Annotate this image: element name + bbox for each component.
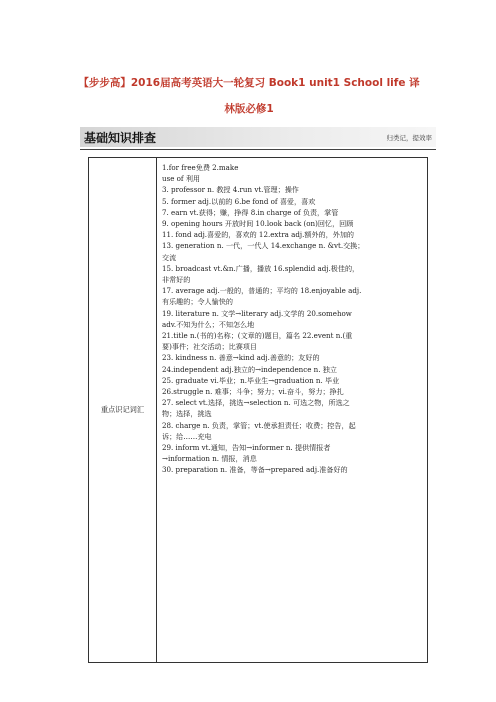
- document-title: [40, 70, 458, 122]
- title-line-2: 林版必修1: [224, 103, 274, 115]
- vocabulary-line: 有乐趣的；令人愉快的: [162, 297, 233, 307]
- vocabulary-line: 5. former adj.以前的 6.be fond of 喜爱，喜欢: [162, 196, 316, 206]
- vocabulary-line: 27. select vt.选择，挑选→selection n. 可选之物，所选之: [162, 398, 350, 408]
- vocabulary-line: 24.independent adj.独立的→independence n. 独立: [162, 364, 337, 374]
- section-note: 归类记，提效率: [386, 134, 432, 142]
- vocabulary-line: 非常好的: [162, 275, 191, 285]
- vocabulary-line: 1.for free免费 2.make: [162, 163, 239, 172]
- vocabulary-line: 交流: [162, 252, 177, 262]
- vocabulary-line: 23. kindness n. 善意→kind adj.善意的；友好的: [162, 353, 320, 363]
- vocabulary-line: 29. inform vt.通知，告知→informer n. 提供情报者: [162, 443, 331, 453]
- vocabulary-line: 11. fond adj.喜爱的，喜欢的 12.extra adj.额外的，外加的: [162, 230, 355, 240]
- vocabulary-line: 15. broadcast vt.&n.广播，播放 16.splendid adj.极佳的，: [162, 263, 360, 273]
- vocabulary-line: adv.不知为什么；不知怎么地: [162, 319, 255, 329]
- title-line-1: 【步步高】2016届高考英语大一轮复习 Book1 unit1 School life 译: [78, 77, 420, 89]
- category-cell: [89, 158, 157, 662]
- vocabulary-line: 28. charge n. 负责，掌管；vt.使承担责任；收费；控告，起: [162, 420, 356, 430]
- vocabulary-line: 19. literature n. 文学→literary adj.文学的 20.somehow: [162, 308, 352, 318]
- vocabulary-line: 要)事件；社交活动；比赛项目: [162, 342, 257, 352]
- section-divider: [80, 149, 436, 150]
- vocabulary-line: 26.struggle n. 难事；斗争；努力；vi.奋斗，努力；挣扎: [162, 387, 344, 397]
- vocabulary-line: 7. earn vt.获得；赚，挣得 8.in charge of 负责，掌管: [162, 207, 339, 217]
- vocabulary-line: 25. graduate vi.毕业；n.毕业生→graduation n. 毕业: [162, 375, 340, 385]
- vocabulary-line: 13. generation n. 一代，一代人 14.exchange n. &vt.交换；: [162, 241, 365, 251]
- vocabulary-line: 30. preparation n. 准备，等备→prepared adj.准备好的: [162, 465, 348, 475]
- category-label: 重点识记词汇: [100, 405, 145, 414]
- vocabulary-line: 物；选择，挑选: [162, 409, 212, 419]
- vocabulary-list: [157, 158, 427, 662]
- vocabulary-line: 9. opening hours 开放时间 10.look back (on)回忆，回顾: [162, 219, 354, 229]
- vocabulary-table: [88, 157, 428, 663]
- vocabulary-line: 17. average adj.一般的，普通的；平均的 18.enjoyable adj.: [162, 286, 362, 296]
- section-title: 基础知识排查: [84, 131, 157, 145]
- vocabulary-line: →information n. 情报，消息: [162, 454, 257, 464]
- vocabulary-line: 3. professor n. 教授 4.run vt.管理；操作: [162, 185, 299, 195]
- vocabulary-line: use of 利用: [162, 174, 201, 184]
- vocabulary-line: 诉；给……充电: [162, 431, 212, 441]
- vocabulary-line: 21.title n.(书的)名称；(文章的)题目，篇名 22.event n.(重: [162, 331, 353, 341]
